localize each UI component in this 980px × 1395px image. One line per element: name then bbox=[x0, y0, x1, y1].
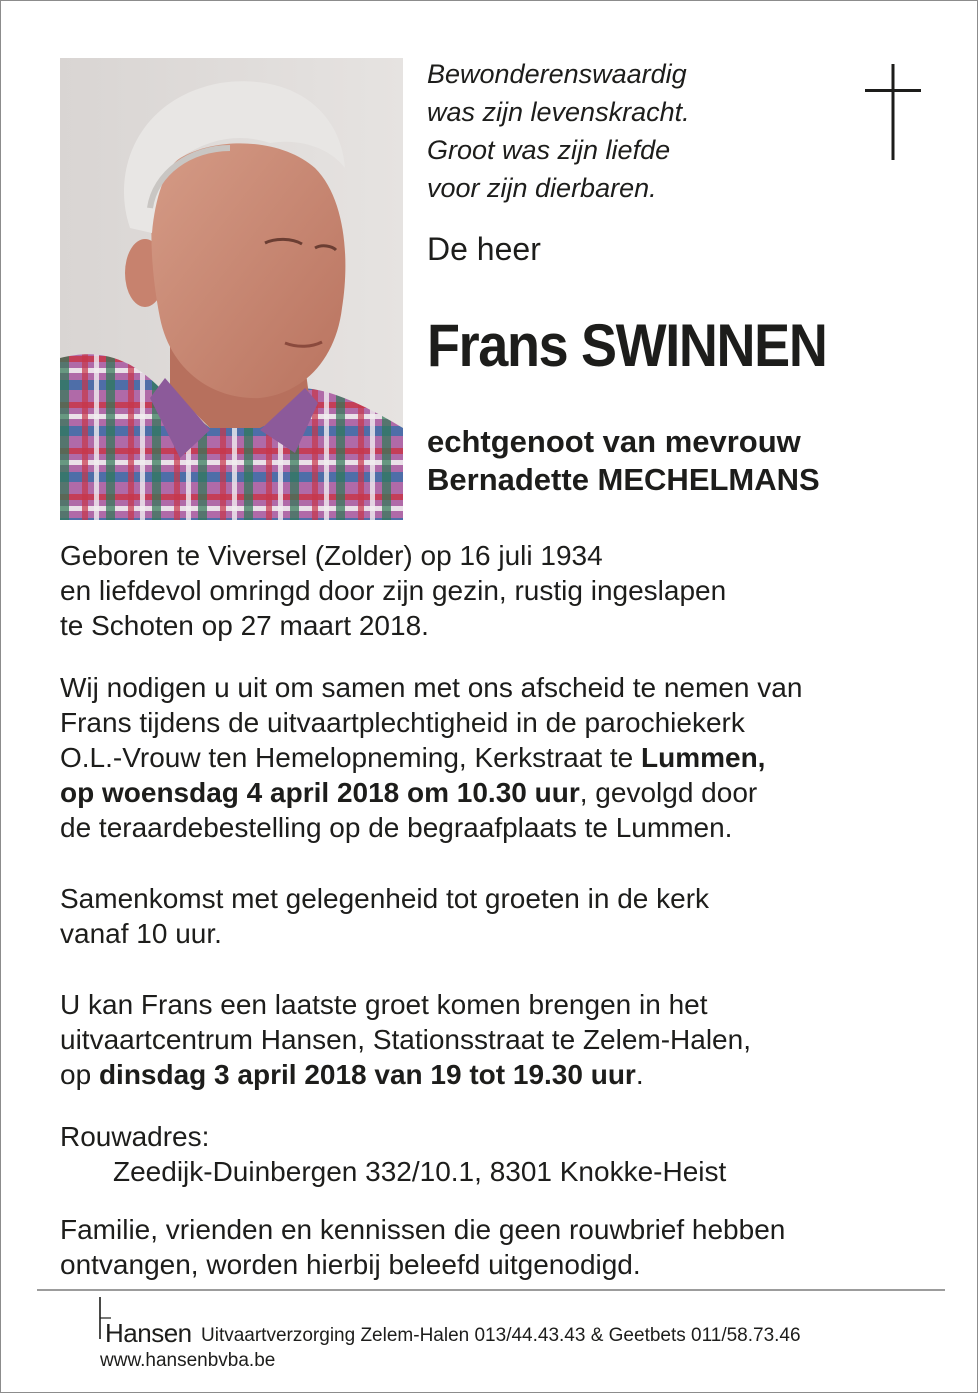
deceased-name: Frans SWINNEN bbox=[427, 312, 827, 379]
gathering-paragraph bbox=[60, 881, 950, 951]
text-line bbox=[60, 1057, 950, 1092]
title-prefix: De heer bbox=[427, 231, 541, 267]
mourning-address: Zeedijk-Duinbergen 332/10.1, 8301 Knokke-Heist bbox=[113, 1156, 727, 1187]
portrait-photo bbox=[60, 58, 403, 520]
birth-death-paragraph bbox=[60, 538, 950, 643]
poem-line: was zijn levenskracht. bbox=[427, 97, 690, 127]
text-line: Frans tijdens de uitvaartplechtigheid in de parochiekerk bbox=[60, 707, 745, 738]
text-line: en liefdevol omringd door zijn gezin, rustig ingeslapen bbox=[60, 575, 727, 606]
text-segment: . bbox=[635, 1059, 644, 1090]
footer-divider bbox=[37, 1289, 945, 1291]
visitation-datetime: dinsdag 3 april 2018 van 19 tot 19.30 uur bbox=[98, 1059, 636, 1090]
funeral-home-website: www.hansenbvba.be bbox=[100, 1350, 276, 1371]
text-line bbox=[60, 740, 950, 775]
text-line: uitvaartcentrum Hansen, Stationsstraat te Zelem-Halen, bbox=[60, 1024, 751, 1055]
funeral-datetime: op woensdag 4 april 2018 om 10.30 uur bbox=[60, 777, 580, 808]
memorial-poem bbox=[427, 55, 690, 207]
text-segment: O.L.-Vrouw ten Hemelopneming, Kerkstraat te bbox=[60, 742, 641, 773]
funeral-invitation-paragraph bbox=[60, 670, 950, 845]
text-line: Familie, vrienden en kennissen die geen rouwbrief hebben bbox=[60, 1214, 786, 1245]
funeral-home-brand: Hansen bbox=[105, 1318, 192, 1348]
text-segment: , gevolgd door bbox=[579, 777, 758, 808]
address-label: Rouwadres: bbox=[60, 1121, 210, 1152]
text-line: U kan Frans een laatste groet komen brengen in het bbox=[60, 989, 708, 1020]
text-segment: op bbox=[60, 1059, 99, 1090]
funeral-location: Lummen, bbox=[641, 742, 766, 773]
funeral-home-contact: Uitvaartverzorging Zelem-Halen 013/44.43.43 & Geetbets 011/58.73.46 bbox=[201, 1325, 801, 1346]
text-line: Geboren te Viversel (Zolder) op 16 juli 1934 bbox=[60, 540, 603, 571]
poem-line: voor zijn dierbaren. bbox=[427, 173, 657, 203]
cross-icon bbox=[865, 64, 921, 160]
text-line bbox=[60, 775, 950, 810]
closing-paragraph bbox=[60, 1212, 950, 1282]
spouse-name: Bernadette MECHELMANS bbox=[427, 462, 820, 497]
poem-line: Groot was zijn liefde bbox=[427, 135, 671, 165]
text-line: vanaf 10 uur. bbox=[60, 918, 222, 949]
text-line: Samenkomst met gelegenheid tot groeten in de kerk bbox=[60, 883, 710, 914]
text-line: Wij nodigen u uit om samen met ons afscheid te nemen van bbox=[60, 672, 803, 703]
poem-line: Bewonderenswaardig bbox=[427, 59, 687, 89]
text-line: te Schoten op 27 maart 2018. bbox=[60, 610, 429, 641]
text-line: de teraardebestelling op de begraafplaats te Lummen. bbox=[60, 812, 733, 843]
spouse-relation: echtgenoot van mevrouw bbox=[427, 424, 801, 459]
text-line: ontvangen, worden hierbij beleefd uitgenodigd. bbox=[60, 1249, 641, 1280]
visitation-paragraph bbox=[60, 987, 950, 1092]
spouse-info bbox=[427, 423, 820, 499]
